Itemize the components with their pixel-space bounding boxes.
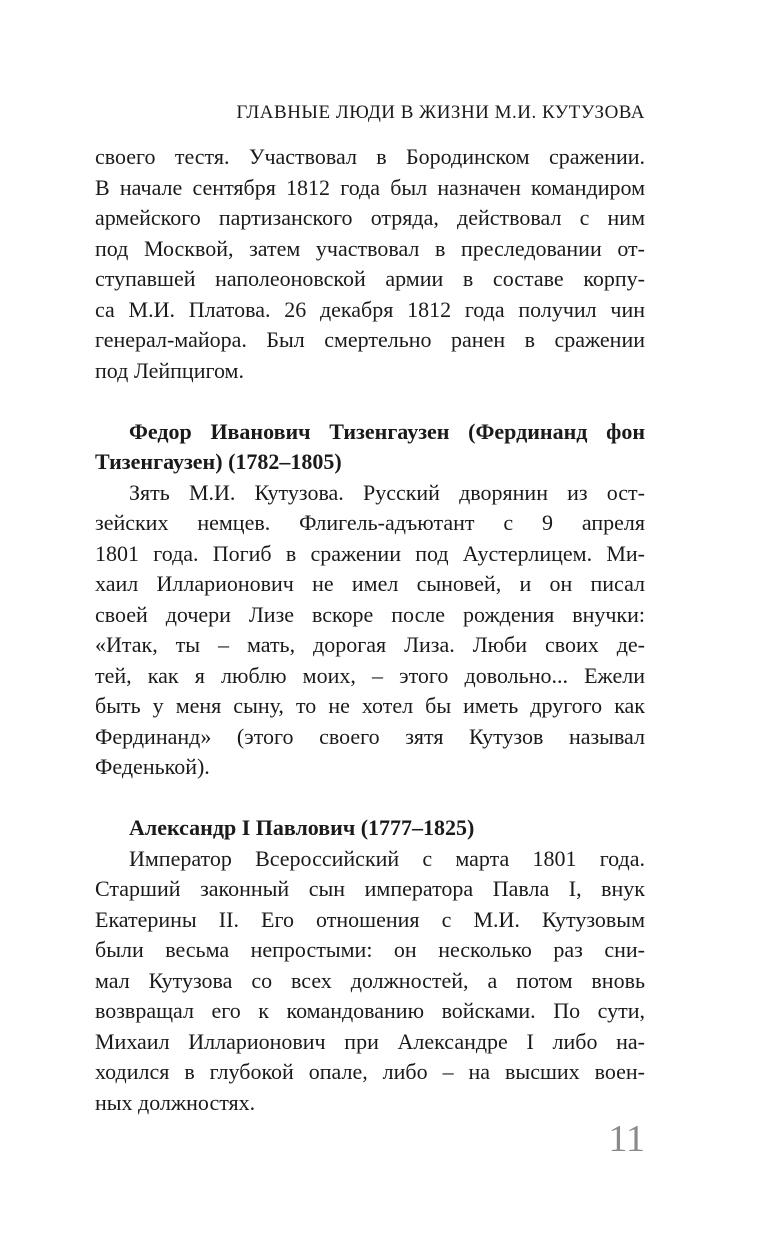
paragraph-line: ходился в глубокой опале, либо – на высших воен- <box>95 1059 645 1084</box>
section-heading: Федор Иванович Тизенгаузен (Фердинанд фон <box>129 418 645 444</box>
paragraph-line: под Москвой, затем участвовал в преследовании от- <box>95 235 645 261</box>
section-heading: Александр I Павлович (1777–1825) <box>129 815 475 840</box>
paragraph-line: Михаил Илларионович при Александре I либо на- <box>95 1028 645 1054</box>
paragraph-line: Екатерины II. Его отношения с М.И. Кутузовым <box>95 906 645 932</box>
body-text <box>95 142 645 1118</box>
paragraph-line: Фердинанд» (этого своего зятя Кутузов называл <box>95 723 645 749</box>
paragraph-line: зейских немцев. Флигель-адъютант с 9 апреля <box>95 510 645 535</box>
running-head: ГЛАВНЫЕ ЛЮДИ В ЖИЗНИ М.И. КУТУЗОВА <box>236 102 645 123</box>
paragraph-line: В начале сентября 1812 года был назначен командиром <box>95 174 645 200</box>
paragraph-line: были весьма непростыми: он несколько раз сни- <box>95 937 645 962</box>
paragraph-line: своей дочери Лизе вскоре после рождения внучки: <box>95 601 645 627</box>
paragraph-line: хаил Илларионович не имел сыновей, и он писал <box>95 571 645 596</box>
paragraph-line: Зять М.И. Кутузова. Русский дворянин из ост- <box>129 479 645 505</box>
page-number: 11 <box>608 1118 645 1160</box>
paragraph-line: Старший законный сын императора Павла I, внук <box>95 876 645 901</box>
paragraph-line: возвращал его к командованию войсками. По сути, <box>95 998 645 1023</box>
paragraph-line: 1801 года. Погиб в сражении под Аустерлицем. Ми- <box>95 540 645 566</box>
paragraph-line: мал Кутузова со всех должностей, а потом вновь <box>95 967 645 993</box>
section-heading: Тизенгаузен) (1782–1805) <box>95 449 342 474</box>
paragraph-line: Император Всероссийский с марта 1801 года. <box>129 845 645 871</box>
paragraph-line: быть у меня сыну, то не хотел бы иметь другого как <box>95 693 645 718</box>
section-gap <box>95 386 645 417</box>
paragraph-line: под Лейпцигом. <box>95 357 244 383</box>
paragraph-line: армейского партизанского отряда, действовал с ним <box>95 205 645 230</box>
paragraph-line: ных должностях. <box>95 1089 256 1115</box>
paragraph-line: «Итак, ты – мать, дорогая Лиза. Люби своих де- <box>95 632 645 657</box>
paragraph-line: тей, как я люблю моих, – этого довольно... Ежели <box>95 662 645 688</box>
paragraph-line: ступавшей наполеоновской армии в составе корпу- <box>95 266 645 291</box>
section-gap <box>95 783 645 814</box>
book-page <box>95 0 645 1240</box>
paragraph-line: своего тестя. Участвовал в Бородинском сражении. <box>95 144 645 169</box>
paragraph-line: Феденькой). <box>95 754 210 779</box>
paragraph-line: са М.И. Платова. 26 декабря 1812 года получил чин <box>95 296 645 322</box>
paragraph-line: генерал-майора. Был смертельно ранен в сражении <box>95 327 645 352</box>
